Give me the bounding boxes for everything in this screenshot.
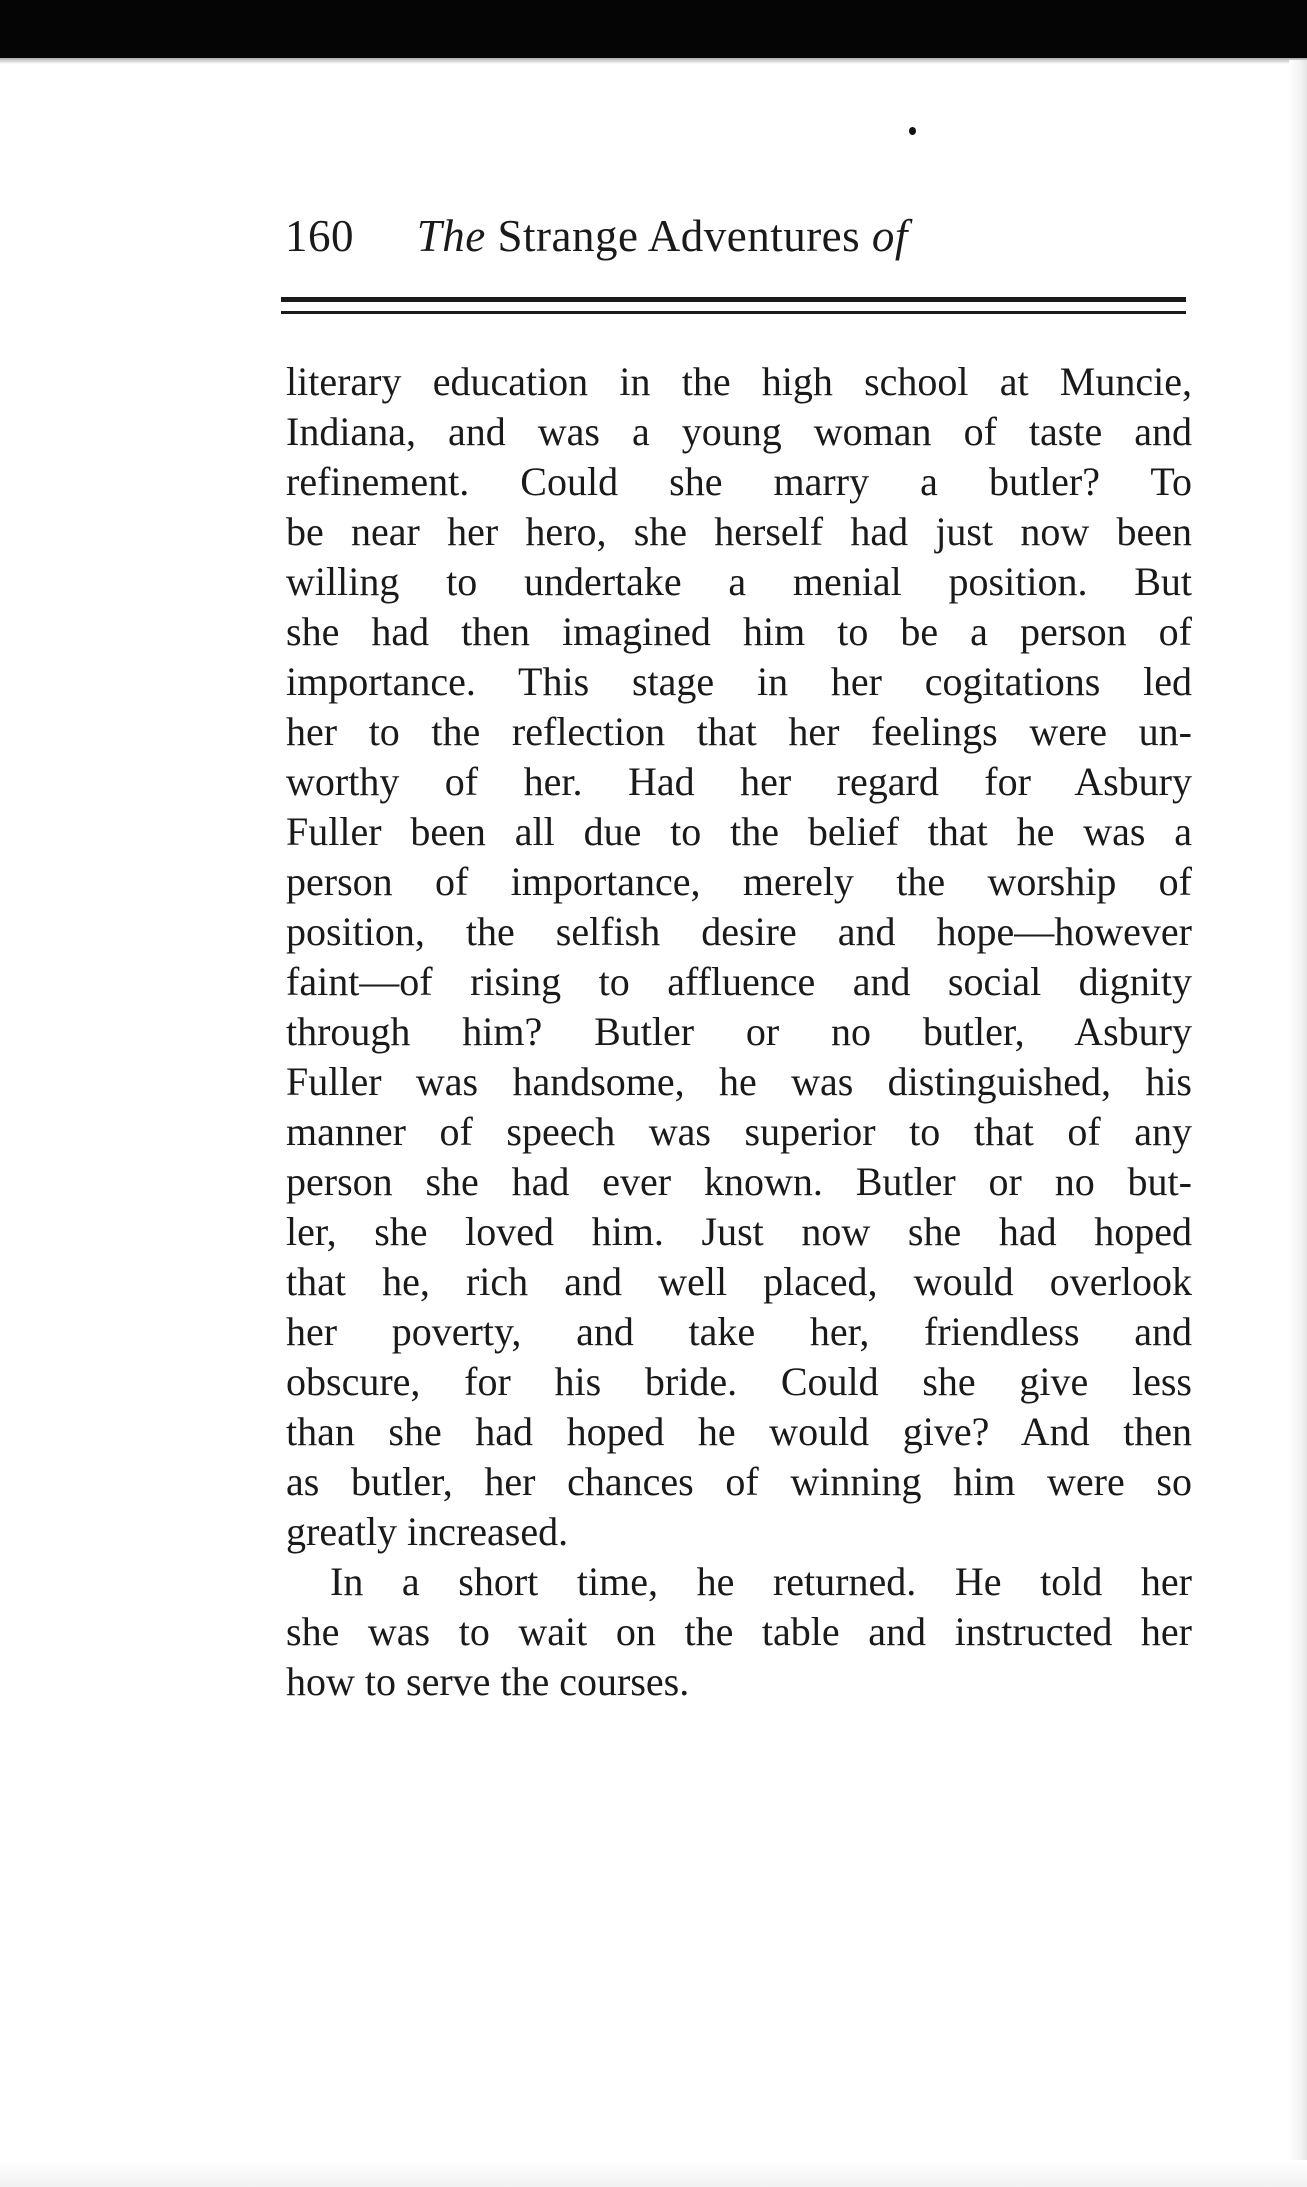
- ink-speck: [909, 127, 916, 135]
- book-title: [417, 206, 908, 266]
- scan-top-shadow: [0, 58, 1307, 64]
- text-line: person of importance, merely the worship of: [286, 859, 1192, 904]
- text-line: refinement. Could she marry a butler? To: [286, 459, 1192, 504]
- text-line: her poverty, and take her, friendless and: [286, 1309, 1192, 1354]
- paragraph-end-line: greatly increased.: [286, 1509, 569, 1554]
- text-line: position, the selfish desire and hope—however: [286, 909, 1192, 954]
- text-line: as butler, her chances of winning him were so: [286, 1459, 1192, 1504]
- scan-top-border: [0, 0, 1307, 58]
- running-head: [285, 206, 1205, 266]
- text-line: she was to wait on the table and instructed her: [286, 1609, 1192, 1654]
- text-line: that he, rich and well placed, would overlook: [286, 1259, 1192, 1304]
- title-main: Strange Adventures: [497, 211, 861, 261]
- page-number: 160: [285, 211, 354, 261]
- text-line: manner of speech was superior to that of any: [286, 1109, 1192, 1154]
- text-line: importance. This stage in her cogitations led: [286, 659, 1192, 704]
- text-line: willing to undertake a menial position. But: [286, 559, 1192, 604]
- paragraph-end-line: how to serve the courses.: [286, 1659, 690, 1704]
- header-rule-thick: [281, 297, 1186, 302]
- text-line: obscure, for his bride. Could she give less: [286, 1359, 1192, 1404]
- text-line: she had then imagined him to be a person of: [286, 609, 1192, 654]
- text-line: ler, she loved him. Just now she had hoped: [286, 1209, 1192, 1254]
- body-text: [286, 357, 1192, 1707]
- text-line: Fuller been all due to the belief that he was a: [286, 809, 1192, 854]
- text-line: be near her hero, she herself had just now been: [286, 509, 1192, 554]
- scan-bottom-edge: [0, 2160, 1307, 2187]
- text-line: through him? Butler or no butler, Asbury: [286, 1009, 1192, 1054]
- title-italic-suffix: of: [871, 211, 908, 261]
- header-rule-thin: [281, 311, 1186, 314]
- text-line: faint—of rising to affluence and social dignity: [286, 959, 1192, 1004]
- title-italic-prefix: The: [416, 211, 486, 261]
- text-line: than she had hoped he would give? And then: [286, 1409, 1192, 1454]
- text-line: her to the reflection that her feelings were un-: [286, 709, 1192, 754]
- paragraph-start-line: In a short time, he returned. He told her: [330, 1559, 1192, 1604]
- text-line: Indiana, and was a young woman of taste and: [286, 409, 1192, 454]
- text-line: worthy of her. Had her regard for Asbury: [286, 759, 1192, 804]
- scan-right-edge: [1289, 60, 1307, 2180]
- text-line: literary education in the high school at Muncie,: [286, 359, 1192, 404]
- text-line: Fuller was handsome, he was distinguished, his: [286, 1059, 1192, 1104]
- text-line: person she had ever known. Butler or no but-: [286, 1159, 1192, 1204]
